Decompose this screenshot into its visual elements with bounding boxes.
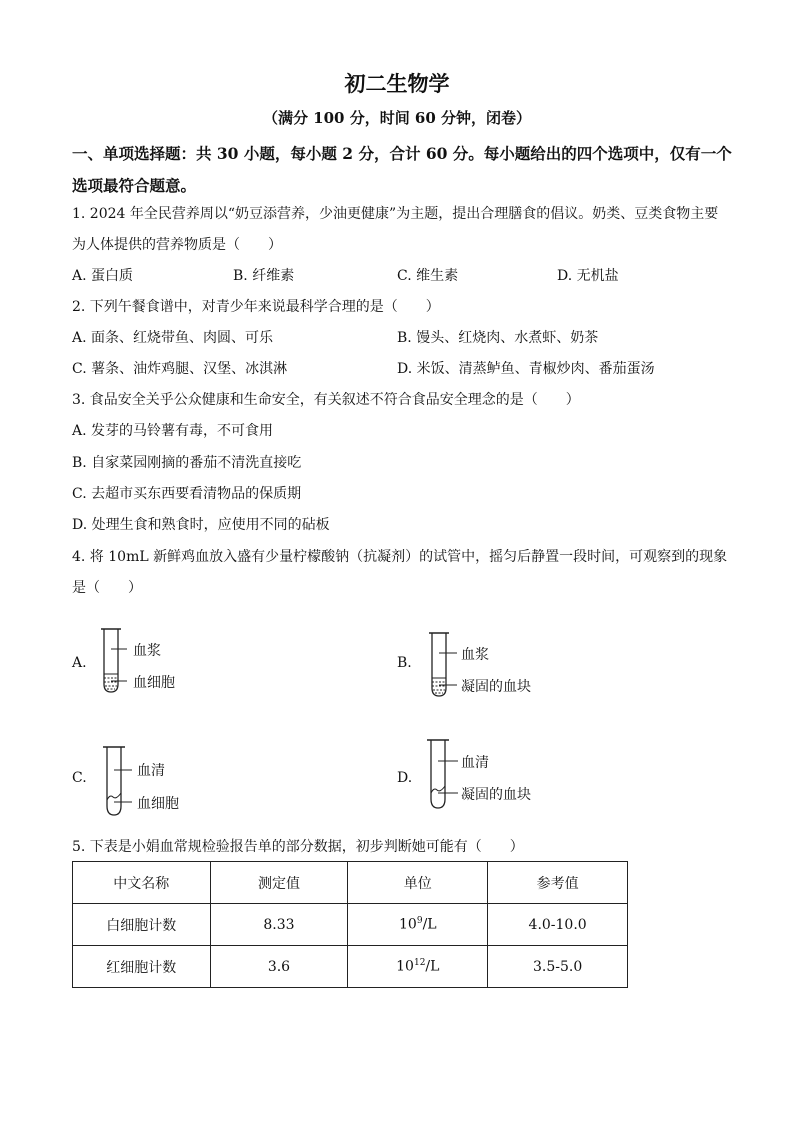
q4-stem-line2: 是（ ） [72, 580, 142, 596]
q3-option-a: A. 发芽的马铃薯有毒，不可食用 [72, 423, 274, 439]
q3-stem: 3. 食品安全关乎公众健康和生命安全，有关叙述不符合食品安全理念的是（ ） [72, 392, 580, 408]
table-header-cell: 单位 [348, 862, 488, 904]
q1-stem-line2: 为人体提供的营养物质是（ ） [72, 237, 282, 253]
q4-b-top-label: 血浆 [461, 647, 489, 663]
unit-suffix: /L [422, 916, 437, 933]
q1-option-b: B. 纤维素 [233, 268, 295, 284]
q1-option-d: D. 无机盐 [557, 268, 619, 284]
q3-option-d: D. 处理生食和熟食时，应使用不同的砧板 [72, 517, 330, 533]
q4-a-top-label: 血浆 [133, 643, 161, 659]
unit-suffix: /L [425, 958, 440, 975]
q4-option-a-letter: A. [72, 655, 87, 671]
table-header-cell: 参考值 [488, 862, 628, 904]
unit-base: 10 [399, 916, 417, 933]
table-cell-value: 8.33 [210, 904, 348, 946]
q4-option-d-letter: D. [397, 770, 413, 786]
q4-option-b-letter: B. [397, 655, 412, 671]
table-header-cell: 测定值 [210, 862, 348, 904]
table-cell-ref: 4.0-10.0 [488, 904, 628, 946]
test-tube-c-figure [100, 744, 140, 820]
unit-exponent: 12 [413, 958, 426, 969]
q4-b-bottom-label: 凝固的血块 [461, 679, 531, 695]
table-cell-unit [348, 904, 488, 946]
table-row [73, 904, 628, 946]
table-header-row [73, 862, 628, 904]
q4-stem-line1: 4. 将 10mL 新鲜鸡血放入盛有少量柠檬酸钠（抗凝剂）的试管中，摇匀后静置一段时间，可观察到的现象 [72, 549, 728, 565]
unit-base: 10 [396, 958, 414, 975]
page-title: 初二生物学 [344, 71, 450, 96]
table-cell-unit [348, 946, 488, 988]
q4-c-bottom-label: 血细胞 [137, 796, 179, 812]
test-tube-a-figure [96, 626, 136, 698]
table-header-cell: 中文名称 [73, 862, 211, 904]
test-tube-d-figure [424, 737, 464, 813]
table-cell-ref: 3.5-5.0 [488, 946, 628, 988]
q4-d-top-label: 血清 [461, 755, 489, 771]
q4-option-c-letter: C. [72, 770, 87, 786]
table-cell-value: 3.6 [210, 946, 348, 988]
q4-a-bottom-label: 血细胞 [133, 675, 175, 691]
q3-option-b: B. 自家菜园刚摘的番茄不清洗直接吃 [72, 455, 302, 471]
q2-option-c: C. 薯条、油炸鸡腿、汉堡、冰淇淋 [72, 361, 288, 377]
blood-report-table [72, 861, 628, 988]
q5-stem: 5. 下表是小娟血常规检验报告单的部分数据，初步判断她可能有（ ） [72, 839, 524, 855]
table-cell-name: 红细胞计数 [73, 946, 211, 988]
page-subtitle: （满分 100 分，时间 60 分钟，闭卷） [262, 109, 532, 127]
q4-d-bottom-label: 凝固的血块 [461, 787, 531, 803]
table-cell-name: 白细胞计数 [73, 904, 211, 946]
q2-option-b: B. 馒头、红烧肉、水煮虾、奶茶 [397, 330, 599, 346]
q2-stem: 2. 下列午餐食谱中，对青少年来说最科学合理的是（ ） [72, 299, 440, 315]
q3-option-c: C. 去超市买东西要看清物品的保质期 [72, 486, 302, 502]
q2-option-d: D. 米饭、清蒸鲈鱼、青椒炒肉、番茄蛋汤 [397, 361, 655, 377]
section-heading: 一、单项选择题：共 30 小题，每小题 2 分，合计 60 分。每小题给出的四个选项中，仅有一个选项最符合题意。 [72, 144, 732, 195]
table-row [73, 946, 628, 988]
q4-c-top-label: 血清 [137, 763, 165, 779]
q1-stem-line1: 1. 2024 年全民营养周以“奶豆添营养，少油更健康”为主题，提出合理膳食的倡议。奶类、豆类食物主要 [72, 206, 719, 222]
test-tube-b-figure [424, 630, 464, 702]
q1-option-c: C. 维生素 [397, 268, 459, 284]
q2-option-a: A. 面条、红烧带鱼、肉圆、可乐 [72, 330, 274, 346]
q1-option-a: A. 蛋白质 [72, 268, 134, 284]
unit-exponent: 9 [416, 916, 423, 927]
